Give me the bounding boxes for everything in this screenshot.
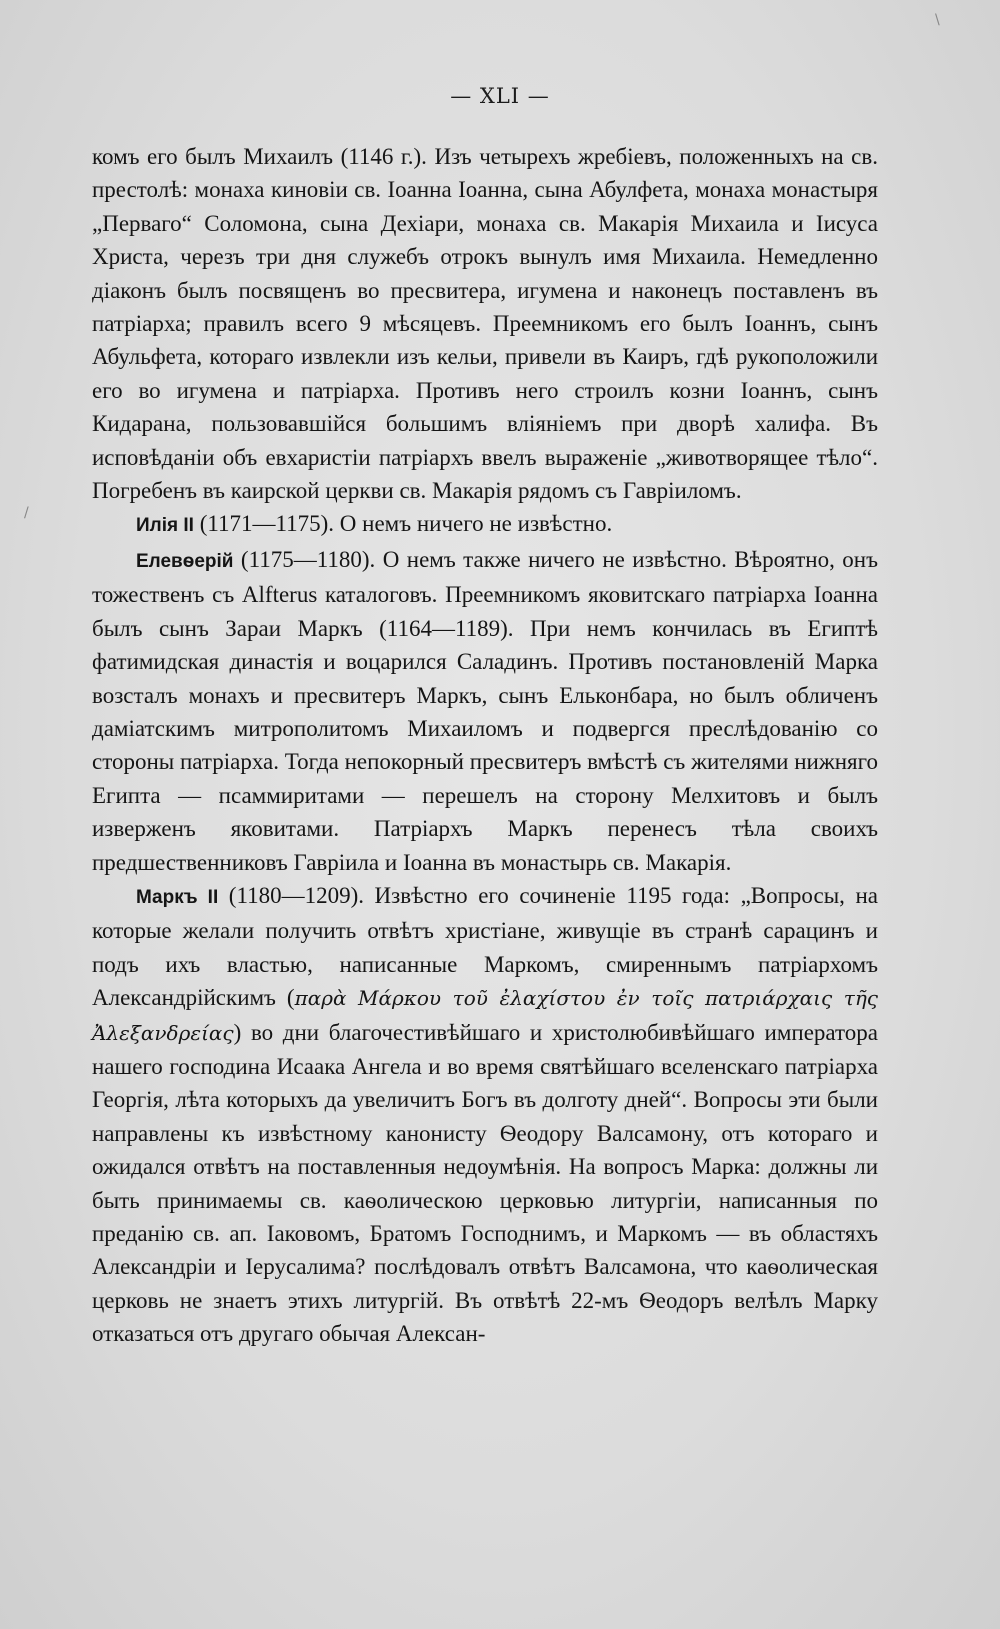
- paragraph-ilia-ii: [92, 507, 878, 542]
- paragraph-text: (1175—1180). О немъ также ничего не извѣстно. Вѣроятно, онъ тожественъ съ Alfterus каталоговъ. Преемникомъ яковитскаго патріарха Іоанна былъ сынъ Зараи Маркъ (1164—1189). При немъ кончилась въ Египтѣ фатимидская династія и воцарился Саладинъ. Противъ постановленій Марка возсталъ монахъ и пресвитеръ Маркъ, сынъ Ельконбара, но былъ обличенъ даміатскимъ митрополитомъ Михаиломъ и подвергся преслѣдованію со стороны патріарха. Тогда непокорный пресвитеръ вмѣстѣ съ жителями нижняго Египта — псаммиритами — перешелъ на сторону Мелхитовъ и былъ изверженъ яковитами. Патріархъ Маркъ перенесъ тѣла своихъ предшественниковъ Гавріила и Іоанна въ монастырь св. Макарія.: [92, 546, 878, 875]
- paragraph-text: (1180—1209). Извѣстно его сочиненіе 1195 года: „Вопросы, на которые желали получить отвѣтъ христіане, живущіе въ странѣ сарацинъ и подъ ихъ властью, написанные Маркомъ, смиреннымъ патріархомъ Александрійскимъ (: [92, 882, 878, 1011]
- paragraph-mikhail: [92, 140, 878, 507]
- entry-heading: Илія II: [136, 515, 194, 537]
- page-speck: \: [935, 12, 940, 28]
- paragraph-eleftherii: [92, 543, 878, 879]
- paragraph-text: (1171—1175). О немъ ничего не извѣстно.: [193, 511, 613, 537]
- paragraph-text: комъ его былъ Михаилъ (1146 г.). Изъ четырехъ жребіевъ, положенныхъ на св. престолѣ: монаха киновіи св. Іоанна Іоанна, сына Абулфета, монаха монастыря „Перваго“ Соломона, сына Дехіари, монаха св. Макарія Михаила и Іисуса Христа, черезъ три дня служебъ отрокъ вынулъ имя Михаила. Немедленно діаконъ былъ посвященъ во пресвитера, игумена и наконецъ поставленъ въ патріарха; правилъ всего 9 мѣсяцевъ. Преемникомъ его былъ Іоаннъ, сынъ Абульфета, котораго извлекли изъ кельи, привели въ Каиръ, гдѣ рукоположили его во игумена и патріарха. Противъ него строилъ козни Іоаннъ, сынъ Кидарана, пользовавшійся большимъ вліяніемъ при дворѣ халифа. Въ исповѣданіи объ евхаристіи патріархъ ввелъ выраженіе „животворящее тѣло“. Погребенъ въ каирской церкви св. Макарія рядомъ съ Гавріиломъ.: [92, 144, 878, 504]
- greek-quotation: παρὰ Μάρκου τοῦ ἐλαχίστου ἐν τοῖς πατριάρχαις τῆς Ἀλεξανδρείας: [92, 986, 879, 1045]
- paragraph-mark-ii: [92, 879, 878, 1351]
- main-text: [92, 140, 878, 1351]
- page-speck: /: [24, 505, 29, 521]
- entry-heading: Маркъ II: [136, 886, 219, 908]
- paragraph-text: ) во дни благочестивѣйшаго и христолюбивѣйшаго императора нашего господина Исаака Ангела и во время святѣйшаго вселенскаго патріарха Георгія, лѣта которыхъ да увеличитъ Богъ въ долготу дней“. Вопросы эти были направлены къ извѣстному канонисту Ѳеодору Валсамону, отъ котораго и ожидался отвѣтъ на поставленныя недоумѣнія. На вопросъ Марка: должны ли быть принимаемы св. каѳолическою церковью литургіи, написанныя по преданію св. ап. Іаковомъ, Братомъ Господнимъ, и Маркомъ — въ областяхъ Александріи и Іерусалима? послѣдовалъ отвѣтъ Валсамона, что каѳолическая церковь не знаетъ этихъ литургій. Въ отвѣтѣ 22-мъ Ѳеодоръ велѣлъ Марку отказаться отъ другаго обычая Алексан-: [92, 1019, 878, 1347]
- entry-heading: Елевѳерій: [136, 550, 234, 572]
- page-folio: — XLI —: [450, 84, 550, 108]
